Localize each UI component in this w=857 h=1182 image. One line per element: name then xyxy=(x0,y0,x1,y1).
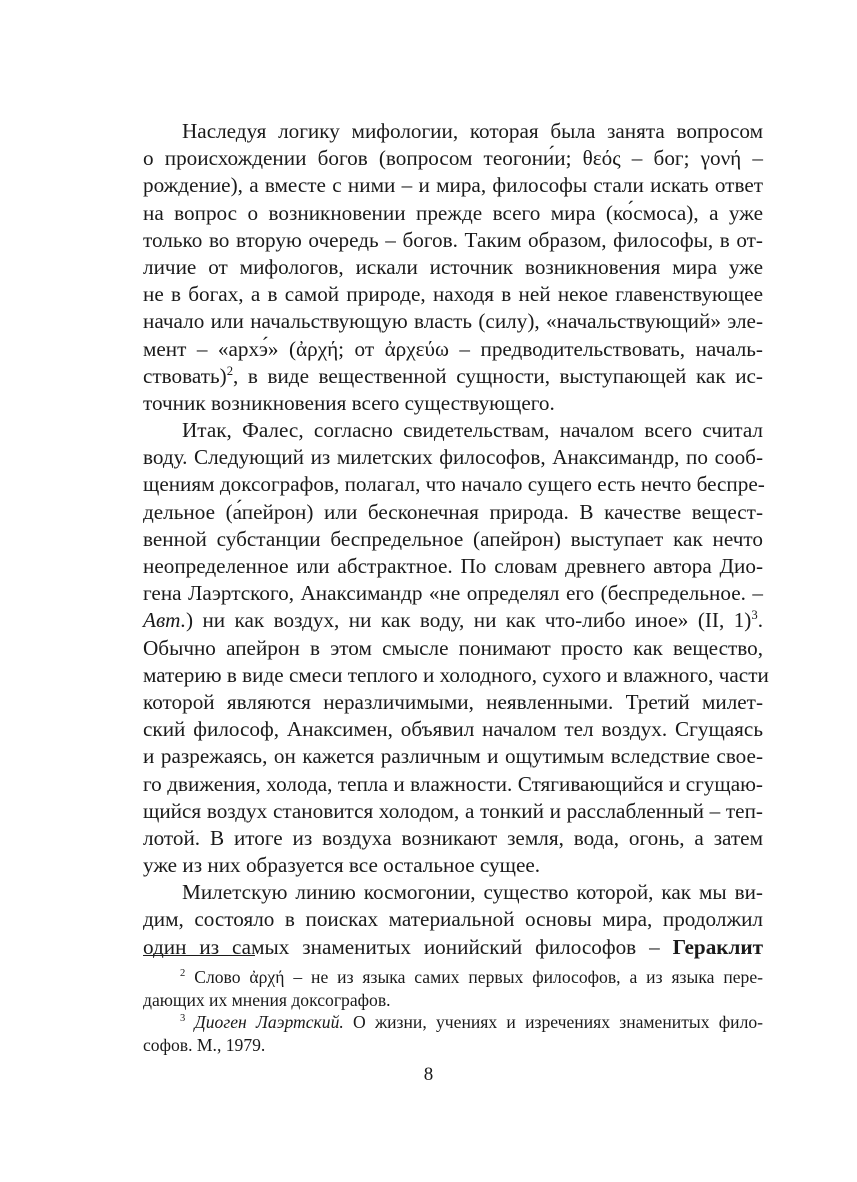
page-number: 8 xyxy=(423,1064,434,1085)
footnote-number: 3 xyxy=(180,1013,186,1025)
text-line: личие от мифологов, искали источник возникновения мира уже xyxy=(143,254,763,279)
footnote-line: дающих их мнения доксографов. xyxy=(143,989,391,1010)
text-line: го движения, холода, тепла и влажности. Стягивающийся и сгущаю- xyxy=(143,771,763,796)
text-line: Наследуя логику мифологии, которая была занята вопросом xyxy=(182,119,763,143)
text-line: Итак, Фалес, согласно свидетельствам, началом всего считал xyxy=(182,418,763,443)
footnote-line: софов. М., 1979. xyxy=(143,1034,266,1055)
footnote-ref-3[interactable]: 3 xyxy=(751,608,758,623)
paragraph-2 xyxy=(143,417,769,879)
text-line: дим, состояло в поисках материальной основы мира, продолжил xyxy=(143,907,763,932)
text-line: Обычно апейрон в этом смысле понимают просто как вещество, xyxy=(143,635,763,660)
text-line: уже из них образуется все остальное сущее. xyxy=(143,853,541,878)
footnote-2 xyxy=(143,966,763,1011)
text-line: которой являются неразличимыми, неявленными. Третий милет- xyxy=(143,689,763,714)
bold-name-heraclitus: Гераклит xyxy=(672,934,763,959)
text-line: воду. Следующий из милетских философов, Анаксимандр, по сооб- xyxy=(143,445,763,470)
footnotes xyxy=(143,966,763,1056)
text-line: рождение), а вместе с ними – и мира, философы стали искать ответ xyxy=(143,173,763,198)
text-line: начало или начальствующую власть (силу), «начальствующий» эле- xyxy=(143,309,763,334)
text-line: Милетскую линию космогонии, существо которой, как мы ви- xyxy=(182,880,763,905)
text-line: мент – «архэ́» (ἀρχή; от ἀρχεύω – предводительствовать, началь- xyxy=(143,336,763,361)
footnote-ref-2[interactable]: 2 xyxy=(226,363,234,378)
text-line: материю в виде смеси теплого и холодного, сухого и влажного, части xyxy=(143,662,769,687)
text-line: гена Лаэртского, Анаксимандр «не определял его (беспредельное. – xyxy=(143,581,763,606)
main-text xyxy=(143,118,769,961)
text-line: щийся воздух становится холодом, а тонкий и расслабленный – теп- xyxy=(143,798,763,823)
text-line: лотой. В итоге из воздуха возникают земля, вода, огонь, а затем xyxy=(143,825,763,850)
footnote-number: 2 xyxy=(180,968,186,980)
text-fragment: О жизни, учениях и изречениях знаменитых фило- xyxy=(343,1012,764,1033)
text-line: неопределенное или абстрактное. По словам древнего автора Дио- xyxy=(143,554,763,578)
footnote-3 xyxy=(143,1011,763,1056)
text-line: на вопрос о возникновении прежде всего мира (ко́смоса), а уже xyxy=(143,200,763,225)
text-line: только во вторую очередь – богов. Таким образом, философы, в от- xyxy=(143,227,763,252)
text-line: точник возникновения всего существующего. xyxy=(143,390,555,415)
footnote-line xyxy=(143,966,763,989)
text-line: и разрежаясь, он кажется различным и ощутимым вследствие свое- xyxy=(143,744,763,769)
text-fragment: . xyxy=(757,608,763,633)
text-fragment: ) ни как воздух, ни как воду, ни как что-либо иное» (II, 1) xyxy=(186,608,752,633)
paragraph-3 xyxy=(143,879,763,961)
text-line xyxy=(143,363,763,390)
paragraph-1 xyxy=(143,118,763,417)
text-line: дельное (а́пейрон) или бесконечная природа. В качестве вещест- xyxy=(143,499,763,524)
text-line: о происхождении богов (вопросом теогони́и; θεός – бог; γονή – xyxy=(143,146,763,171)
italic-author-abbrev: Авт. xyxy=(143,608,186,633)
italic-author: Диоген Лаэртский. xyxy=(194,1012,344,1033)
text-line: венной субстанции беспредельное (апейрон) выступает как нечто xyxy=(143,526,763,551)
footnote-divider xyxy=(143,955,255,956)
text-fragment: , в виде вещественной сущности, выступающей как ис- xyxy=(233,363,763,388)
text-line: ский философ, Анаксимен, объявил началом тел воздух. Сгущаясь xyxy=(143,717,763,742)
text-line: не в богах, а в самой природе, находя в ней некое главенствующее xyxy=(143,282,763,307)
text-fragment: Слово ἀρχή – не из языка самих первых философов, а из языка пере- xyxy=(194,967,764,987)
text-fragment: ствовать) xyxy=(143,363,227,388)
text-fragment: один из самых знаменитых ионийский философов – xyxy=(143,934,660,959)
text-line xyxy=(143,607,763,634)
text-line: щениям доксографов, полагал, что начало сущего есть нечто беспре- xyxy=(143,472,765,497)
text-line xyxy=(143,934,763,961)
footnote-line xyxy=(143,1011,763,1034)
